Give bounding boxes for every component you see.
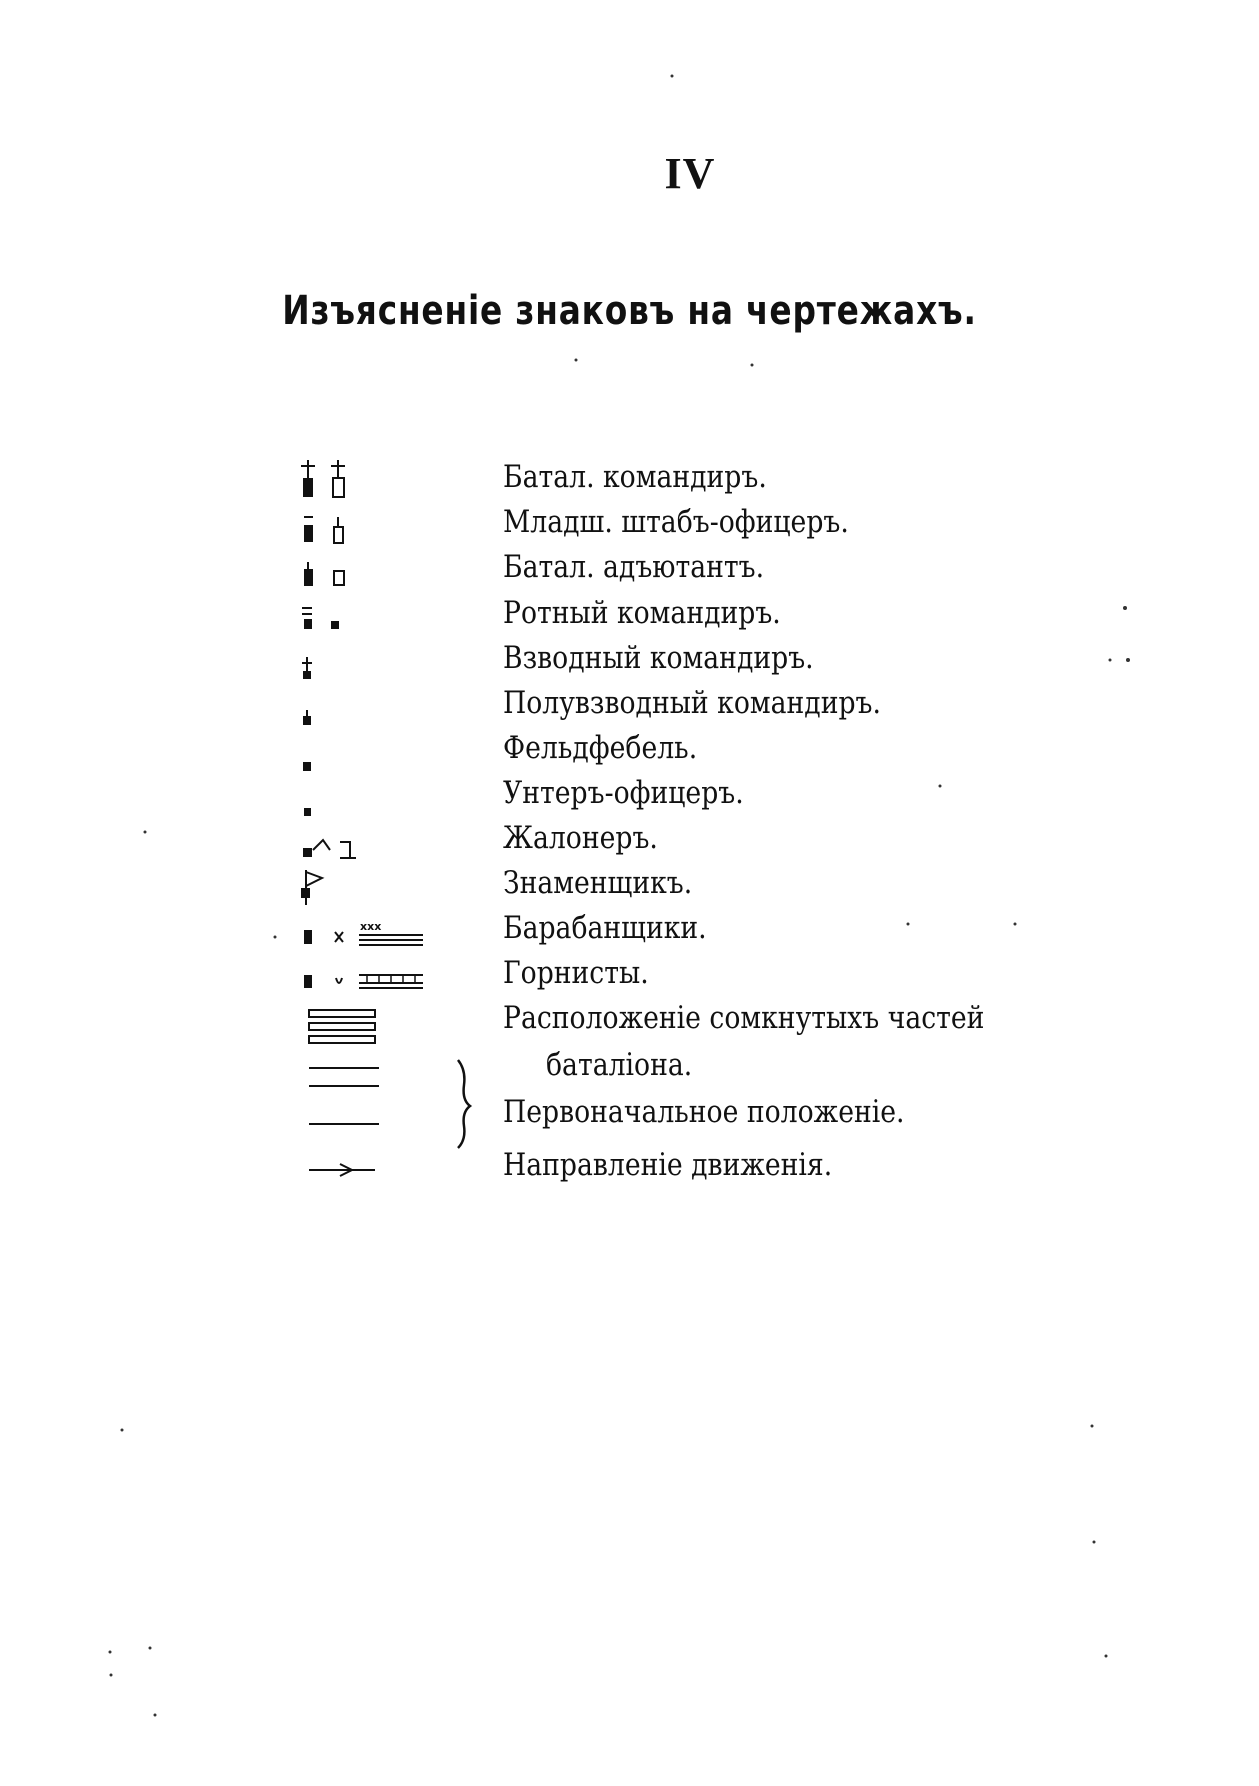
company-commander-symbol bbox=[302, 608, 339, 629]
legend-text: Унтеръ-офицеръ. bbox=[503, 775, 744, 811]
legend-text: Младш. штабъ-офицеръ. bbox=[503, 504, 849, 540]
direction-arrow-symbol bbox=[309, 1164, 375, 1176]
legend-text: Батал. адъютантъ. bbox=[503, 549, 765, 585]
marker-symbol bbox=[303, 840, 356, 858]
legend-text: Направленіе движенія. bbox=[503, 1147, 833, 1183]
page-heading: Изъясненіе знаковъ на чертежахъ. bbox=[282, 288, 977, 334]
grouping-brace bbox=[458, 1060, 470, 1148]
legend-text: Жалонеръ. bbox=[503, 820, 658, 856]
junior-staff-officer-symbol bbox=[304, 517, 343, 543]
platoon-commander-symbol bbox=[302, 657, 312, 679]
legend-text: баталіона. bbox=[546, 1047, 693, 1083]
closed-units-symbol bbox=[309, 1010, 375, 1043]
legend-text: Фельдфебель. bbox=[503, 730, 698, 766]
legend-text: Знаменщикъ. bbox=[503, 865, 693, 901]
legend-text: Ротный командиръ. bbox=[503, 595, 781, 631]
legend-text: Взводный командиръ. bbox=[503, 640, 814, 676]
drummers-symbol bbox=[304, 920, 423, 945]
legend-text: Расположеніе сомкнутыхъ частей bbox=[503, 1000, 985, 1036]
legend-text: Горнисты. bbox=[503, 955, 649, 991]
legend-text: Первоначальное положеніе. bbox=[503, 1094, 905, 1130]
sergeant-major-symbol bbox=[303, 762, 311, 771]
standard-bearer-symbol bbox=[301, 870, 322, 905]
scan-specks bbox=[109, 75, 1131, 1717]
legend-text: Барабанщики. bbox=[503, 910, 707, 946]
page-number: IV bbox=[664, 149, 716, 198]
legend-text: Полувзводный командиръ. bbox=[503, 685, 881, 721]
svg-text:xxx: xxx bbox=[360, 920, 382, 933]
non-commissioned-officer-symbol bbox=[304, 808, 311, 816]
battalion-commander-symbol bbox=[301, 460, 345, 497]
buglers-symbol bbox=[304, 975, 423, 988]
legend-text: Батал. командиръ. bbox=[503, 459, 767, 495]
battalion-adjutant-symbol bbox=[304, 562, 344, 586]
half-platoon-commander-symbol bbox=[303, 710, 311, 725]
initial-position-symbol bbox=[309, 1068, 379, 1124]
